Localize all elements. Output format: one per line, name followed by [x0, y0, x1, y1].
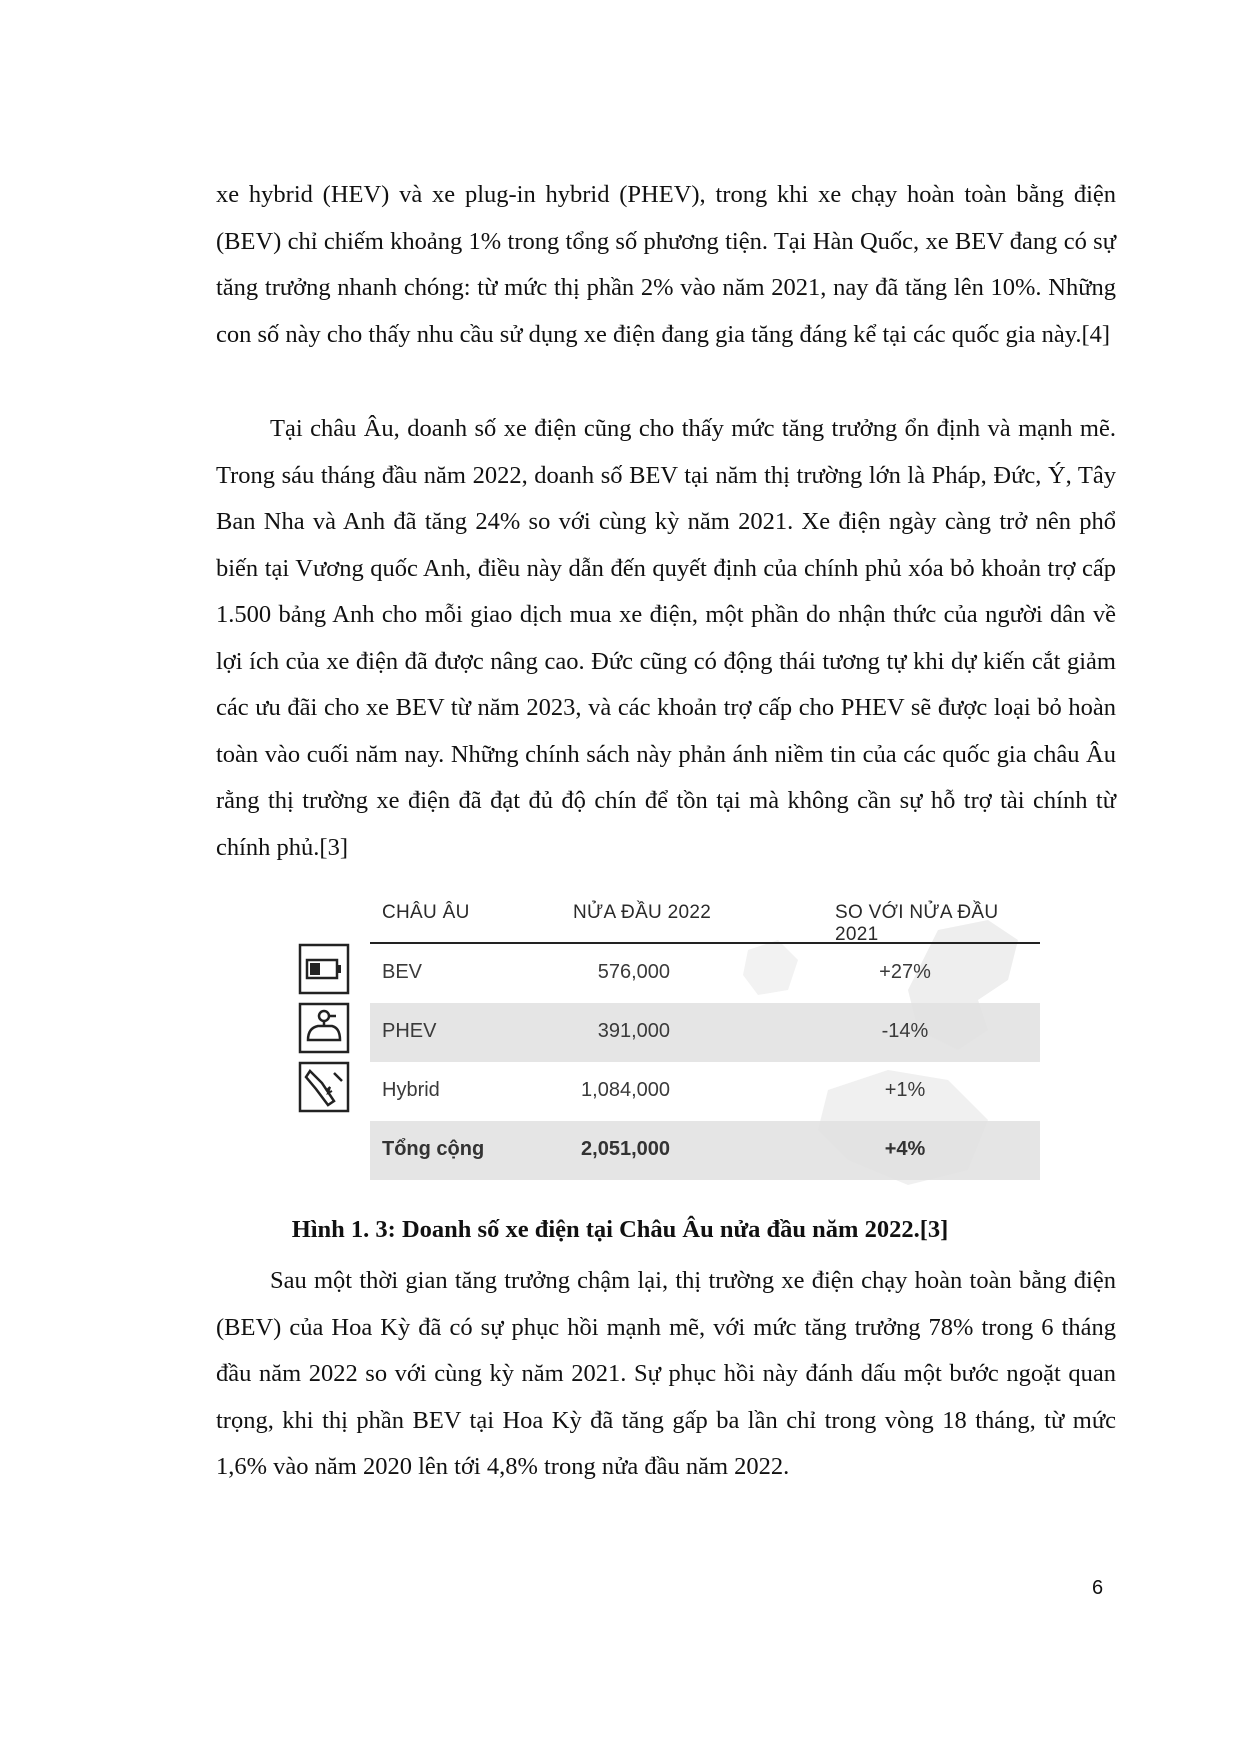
header-vs-h1-2021: SO VỚI NỬA ĐẦU 2021	[835, 902, 999, 945]
row-change: +1%	[884, 1079, 926, 1101]
row-change: +27%	[879, 961, 931, 983]
fuel-nozzle-icon	[298, 1061, 350, 1113]
paragraph-2-text: Tại châu Âu, doanh số xe điện cũng cho thấy mức tăng trưởng ổn định và mạnh mẽ. Trong sáu tháng đầu năm 2022, doanh số BEV tại năm thị trường lớn là Pháp, Đức, Ý, Tây Ban Nha và Anh đã tăng 24% so với cùng kỳ năm 2021. Xe điện ngày càng trở nên phổ biến tại Vương quốc Anh, điều này dẫn đến quyết định của chính phủ xóa bỏ khoản trợ cấp 1.500 bảng Anh cho mỗi giao dịch mua xe điện, một phần do nhận thức của người dân về lợi ích của xe điện đã được nâng cao. Đức cũng có động thái tương tự khi dự kiến cắt giảm các ưu đãi cho xe BEV từ năm 2023, và các khoản trợ cấp cho PHEV sẽ được loại bỏ hoàn toàn vào cuối năm nay. Những chính sách này phản ánh niềm tin của các quốc gia châu Âu rằng thị trường xe điện đã đạt đủ độ chín để tồn tại mà không cần sự hỗ trợ tài chính từ chính phủ.[3]	[216, 415, 1116, 861]
table-row	[370, 1003, 1040, 1062]
row-value: 1,084,000	[581, 1079, 670, 1101]
row-label: Hybrid	[382, 1079, 440, 1101]
sales-table	[370, 890, 1040, 1180]
paragraph-3-text: Sau một thời gian tăng trưởng chậm lại, thị trường xe điện chạy hoàn toàn bằng điện (BEV) của Hoa Kỳ đã có sự phục hồi mạnh mẽ, với mức tăng trưởng 78% trong 6 tháng đầu năm 2022 so với cùng kỳ năm 2021. Sự phục hồi này đánh dấu một bước ngoặt quan trọng, khi thị phần BEV tại Hoa Kỳ đã tăng gấp ba lần chỉ trong vòng 18 tháng, từ mức 1,6% vào năm 2020 lên tới 4,8% trong nửa đầu năm 2022.	[216, 1267, 1116, 1480]
row-label: Tổng cộng	[382, 1138, 485, 1160]
sales-figure	[298, 890, 1058, 1190]
page-number: 6	[1092, 1577, 1104, 1599]
table-row-total	[370, 1121, 1040, 1180]
table-row	[370, 1062, 1040, 1121]
header-h1-2022: NỬA ĐẦU 2022	[573, 902, 712, 923]
table-header	[370, 890, 1040, 944]
row-value: 2,051,000	[581, 1138, 670, 1160]
row-value: 576,000	[597, 961, 670, 983]
paragraph-2	[216, 406, 1116, 871]
row-label: BEV	[382, 961, 423, 983]
paragraph-1	[216, 172, 1116, 358]
battery-icon	[298, 943, 350, 995]
row-change: -14%	[881, 1020, 929, 1042]
paragraph-3	[216, 1258, 1116, 1491]
row-change: +4%	[884, 1138, 926, 1160]
figure-caption: Hình 1. 3: Doanh số xe điện tại Châu Âu nửa đầu năm 2022.[3]	[291, 1216, 949, 1243]
paragraph-1-text: xe hybrid (HEV) và xe plug-in hybrid (PHEV), trong khi xe chạy hoàn toàn bằng điện (BEV) chỉ chiếm khoảng 1% trong tổng số phương tiện. Tại Hàn Quốc, xe BEV đang có sự tăng trưởng nhanh chóng: từ mức thị phần 2% vào năm 2021, nay đã tăng lên 10%. Những con số này cho thấy nhu cầu sử dụng xe điện đang gia tăng đáng kể tại các quốc gia này.[4]	[216, 181, 1116, 348]
table-row	[370, 944, 1040, 1003]
row-label: PHEV	[382, 1020, 437, 1042]
header-region: CHÂU ÂU	[382, 902, 470, 923]
plug-car-icon	[298, 1002, 350, 1054]
row-value: 391,000	[597, 1020, 670, 1042]
